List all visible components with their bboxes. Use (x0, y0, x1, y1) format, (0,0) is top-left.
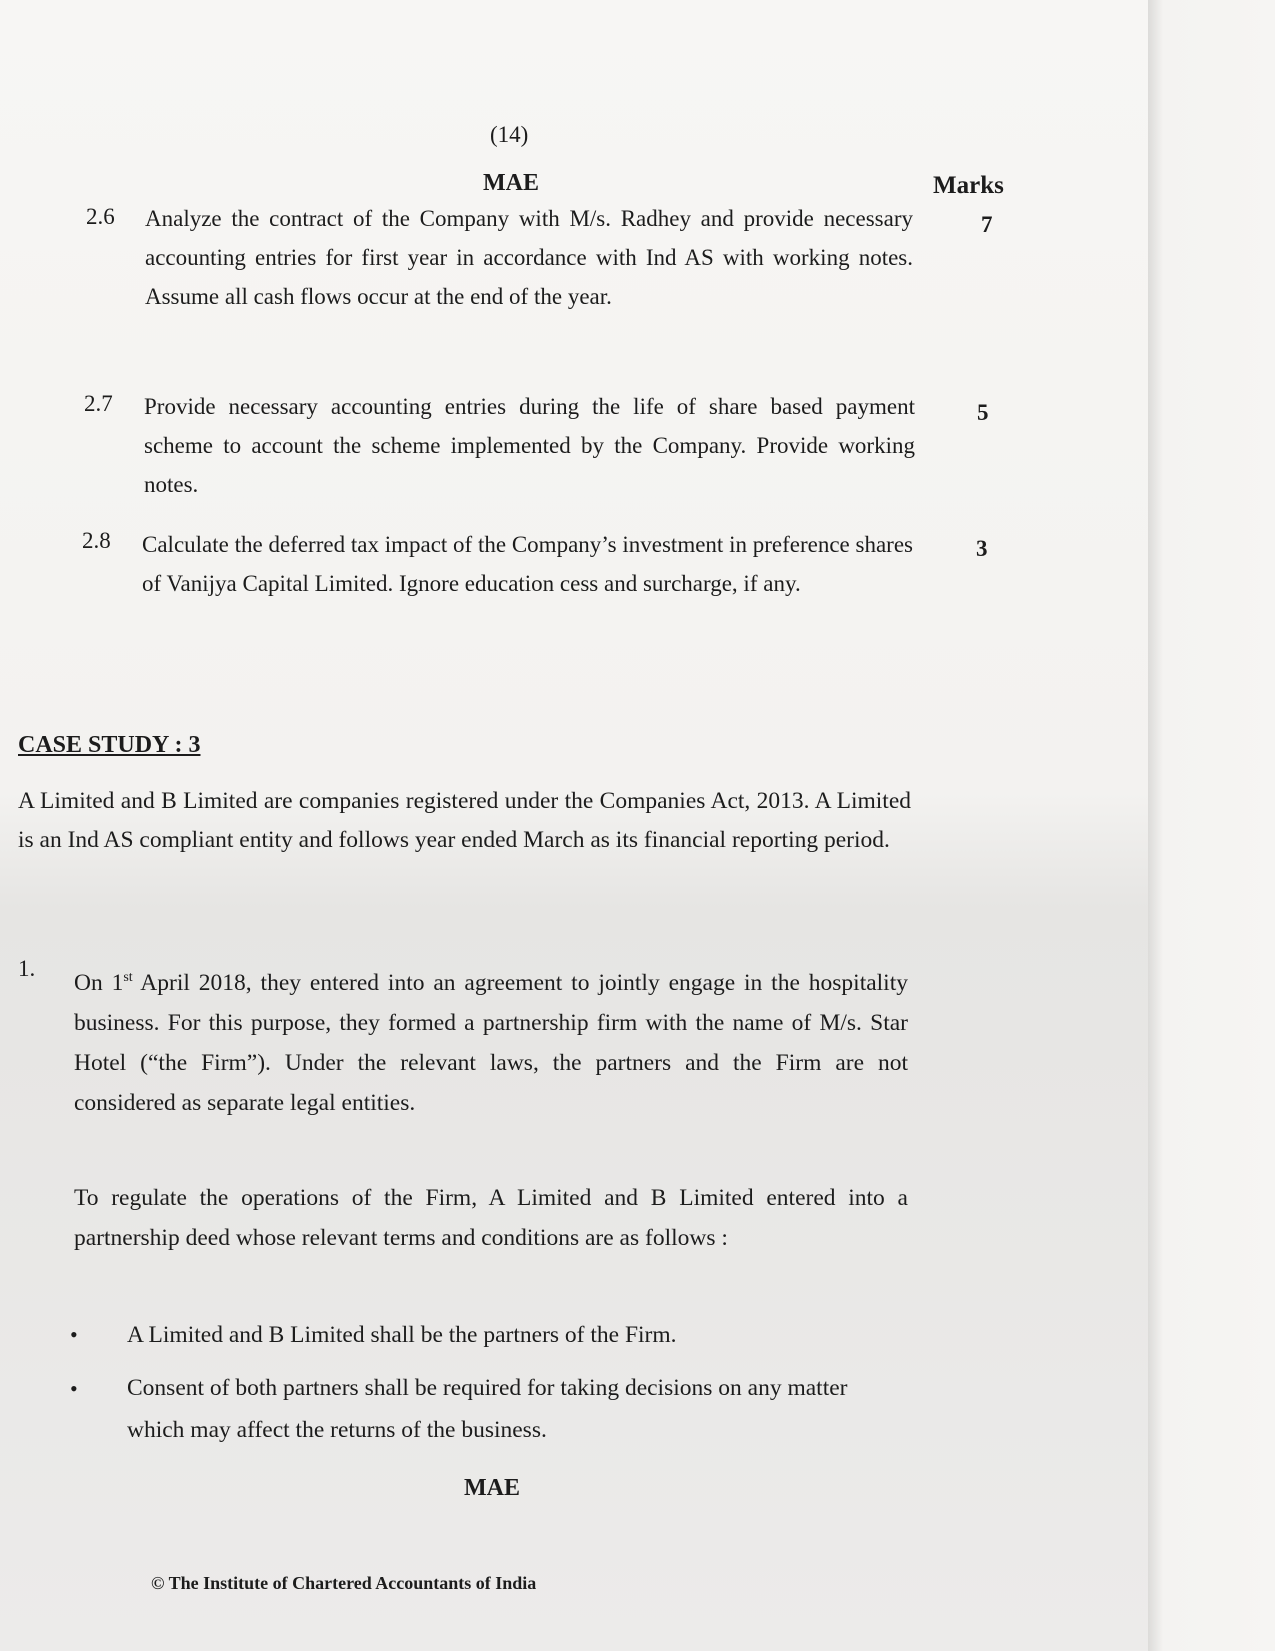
marks-column-header: Marks (933, 172, 1004, 199)
page-number: (14) (490, 122, 529, 147)
item-paragraph: On 1st April 2018, they entered into an agreement to jointly engage in the hospitality business. For this purpose, they formed a partnership firm with the name of M/s. Star Hotel (“the Firm”). Under the relevant laws, the partners and the Firm are not considered as separate legal entities. (74, 969, 908, 1116)
item-number: 1. (18, 956, 36, 981)
bullet-item: A Limited and B Limited shall be the partners of the Firm. (127, 1322, 677, 1348)
question-text: Analyze the contract of the Company with M/s. Radhey and provide necessary accounting entries for first year in accordance with Ind AS with working notes. Assume all cash flows occur at the end of the year. (145, 206, 913, 309)
question-text: Calculate the deferred tax impact of the Company’s investment in preference shares of Vanijya Capital Limited. Ignore education cess and surcharge, if any. (142, 532, 913, 596)
copyright-notice: © The Institute of Chartered Accountants of India (151, 1573, 537, 1593)
bullet-icon: • (70, 1376, 78, 1401)
question-number: 2.8 (82, 528, 111, 553)
question-text: Provide necessary accounting entries during the life of share based payment scheme to account the scheme implemented by the Company. Provide working notes. (144, 394, 915, 497)
question-number: 2.7 (84, 391, 113, 416)
question-marks: 7 (981, 212, 993, 237)
paper-code-footer: MAE (464, 1475, 520, 1501)
bullet-icon: • (70, 1322, 78, 1347)
page-edge (1148, 0, 1275, 1651)
item-paragraph-2: To regulate the operations of the Firm, A Limited and B Limited entered into a partnership deed whose relevant terms and conditions are as follows : (74, 1185, 908, 1251)
case-study-title: CASE STUDY : 3 (18, 732, 201, 758)
bullet-item: Consent of both partners shall be required for taking decisions on any matter which may affect the returns of the business. (127, 1375, 848, 1443)
paper-code-header: MAE (483, 170, 539, 196)
question-marks: 5 (977, 400, 989, 425)
case-study-intro: A Limited and B Limited are companies registered under the Companies Act, 2013. A Limited is an Ind AS compliant entity and follows year ended March as its financial reporting period. (18, 788, 911, 853)
question-number: 2.6 (86, 204, 115, 229)
question-marks: 3 (976, 536, 988, 561)
